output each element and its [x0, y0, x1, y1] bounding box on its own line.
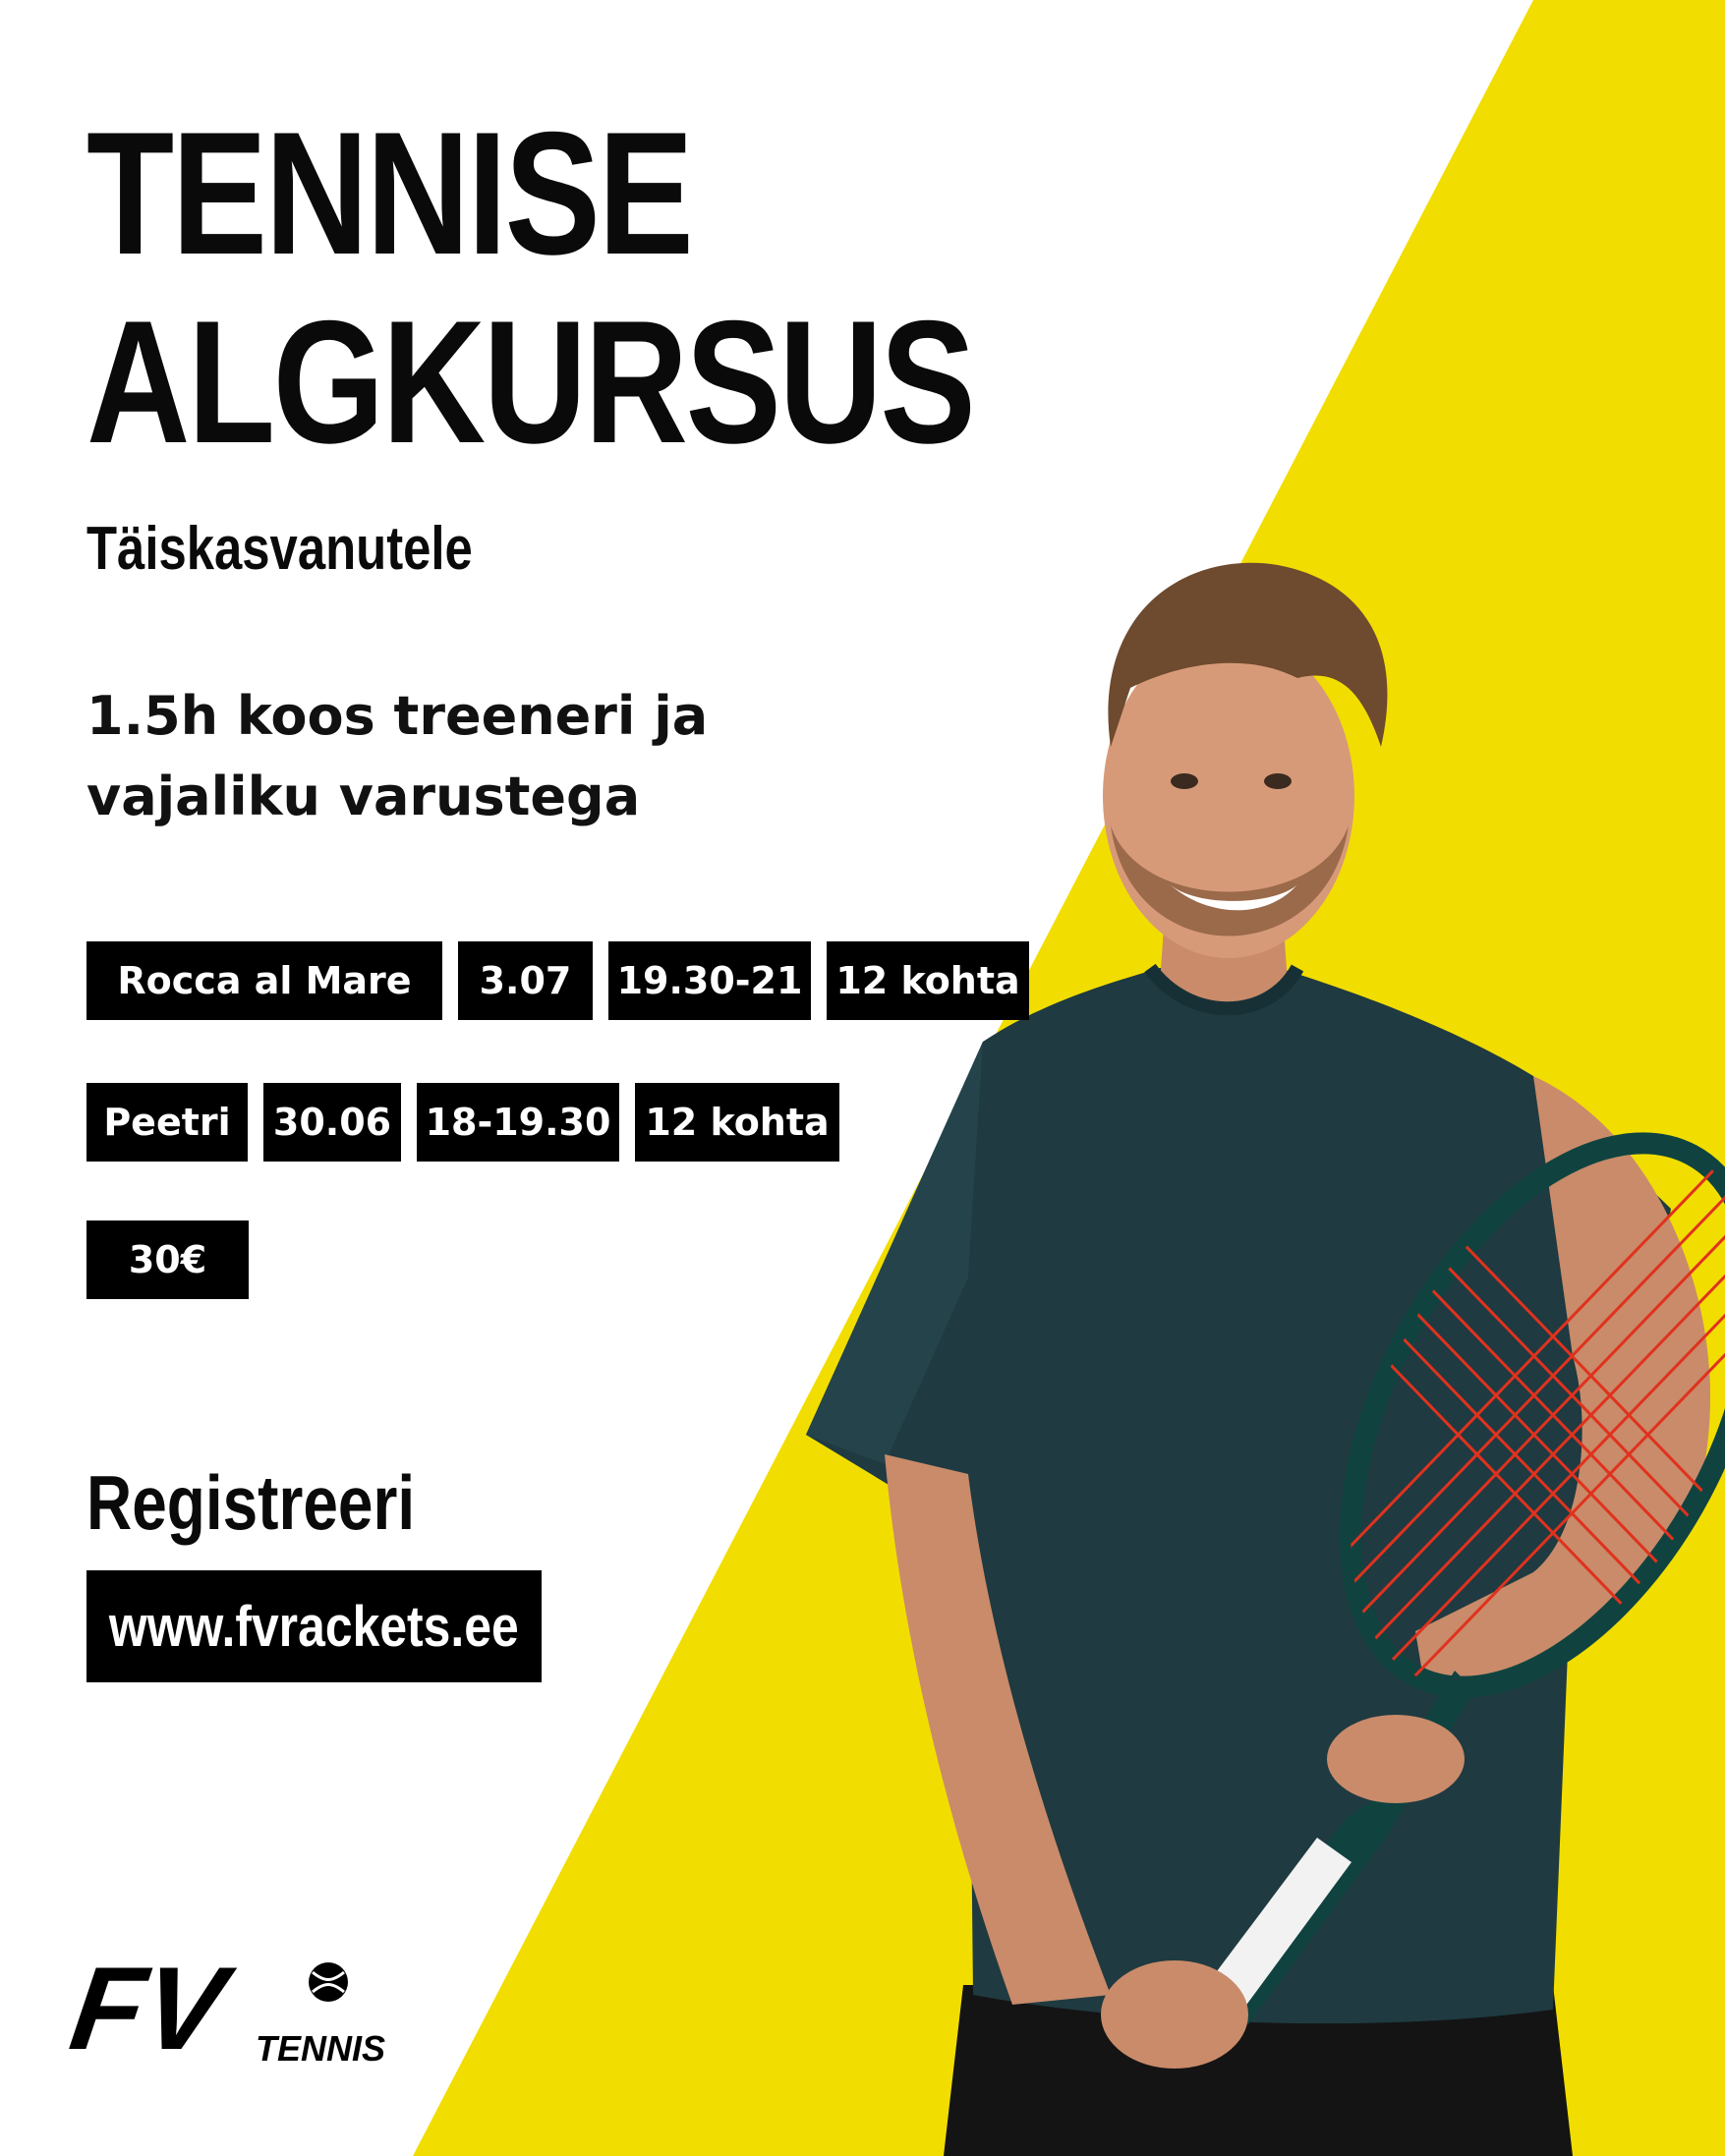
price-badge: 30€: [86, 1220, 249, 1299]
logo-mark: FV: [63, 1942, 233, 2074]
session-time: 19.30-21: [608, 941, 811, 1020]
session-row: [86, 1083, 855, 1162]
session-location: Rocca al Mare: [86, 941, 442, 1020]
description-line-2: vajaliku varustega: [86, 766, 641, 827]
title-line-2: ALGKURSUS: [86, 284, 974, 480]
course-description: [86, 676, 834, 837]
session-date: 3.07: [458, 941, 593, 1020]
session-date: 30.06: [263, 1083, 401, 1162]
subtitle: Täiskasvanutele: [86, 515, 473, 583]
price-row: [86, 1220, 264, 1299]
session-spots: 12 kohta: [827, 941, 1029, 1020]
register-link[interactable]: [86, 1570, 542, 1682]
register-url: www.fvrackets.ee: [109, 1594, 519, 1659]
register-label: Registreeri: [86, 1459, 416, 1546]
title-line-1: TENNISE: [86, 95, 692, 291]
fv-tennis-logo: [63, 1942, 405, 2078]
session-location: Peetri: [86, 1083, 248, 1162]
session-spots: 12 kohta: [635, 1083, 839, 1162]
description-line-1: 1.5h koos treeneri ja: [86, 685, 709, 747]
tennis-ball-icon: [309, 1962, 348, 2002]
session-time: 18-19.30: [417, 1083, 619, 1162]
logo-word: TENNIS: [256, 2028, 386, 2069]
session-row: [86, 941, 1045, 1020]
